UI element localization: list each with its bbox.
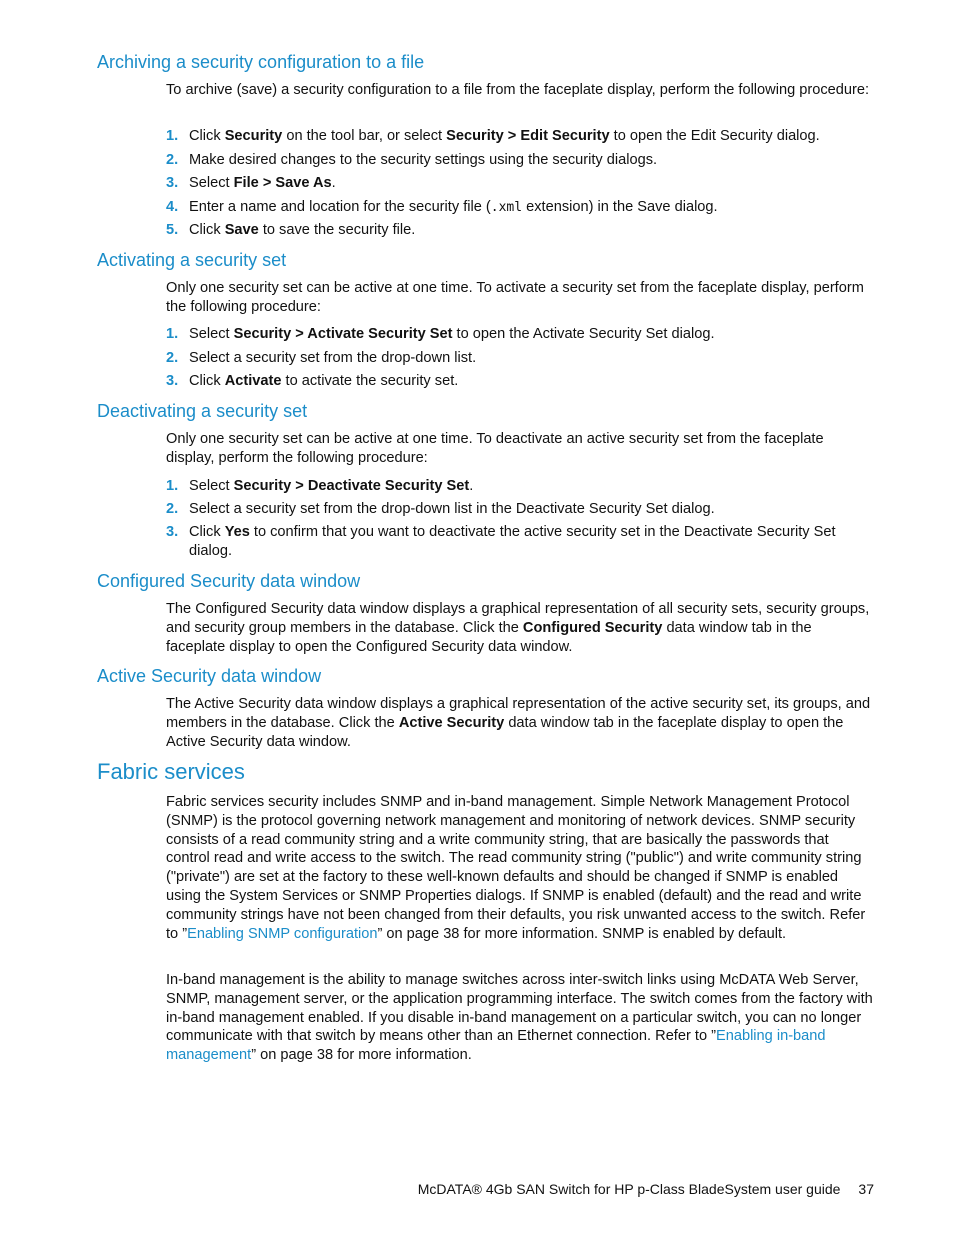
step-text: to confirm that you want to deactivate the active security set in the Deactivate Security Set dialog.: [189, 524, 836, 559]
step-text: Make desired changes to the security settings using the security dialogs.: [189, 152, 658, 168]
step-text: Click: [189, 222, 225, 238]
page-footer: [418, 1180, 874, 1198]
file-extension: .xml: [490, 200, 523, 215]
step-text: to save the security file.: [258, 222, 416, 238]
menu-path: Save: [224, 222, 259, 238]
link-enabling-snmp[interactable]: Enabling SNMP configuration: [187, 925, 378, 942]
step-text: Select a security set from the drop-down list in the Deactivate Security Set dialog.: [189, 501, 715, 517]
heading-activating: Activating a security set: [97, 250, 287, 270]
step-text: Click: [189, 373, 225, 389]
step-text: .: [469, 478, 474, 494]
heading-fabric-services: Fabric services: [97, 759, 245, 784]
heading-active-security: Active Security data window: [97, 666, 322, 686]
step-text: Select: [189, 478, 234, 494]
activating-intro: Only one security set can be active at one time. To activate a security set from the faceplate display, perform the following procedure:: [166, 280, 864, 315]
step-text: Select: [189, 326, 234, 342]
step-text: Enter a name and location for the security file (: [189, 199, 491, 215]
active-security-paragraph: [166, 695, 874, 751]
paragraph-text: The Configured Security data window displays a graphical representation of all security sets, security groups, and security group members in the database. Click the: [166, 601, 870, 636]
tab-name: Configured Security: [522, 619, 663, 636]
step-number: 2.: [166, 152, 179, 168]
paragraph-text: In-band management is the ability to manage switches across inter-switch links using McDATA Web Server, SNMP, management server, or the application programming interface. The switch comes from the factory with in-band management enabled. If you disable in-band management on a particular switch, you can no longer communicate with that switch by means other than an Ethernet connection. Refer to ”: [166, 972, 873, 1045]
menu-path: Security: [224, 128, 283, 144]
step-number: 3.: [166, 373, 179, 389]
link-enabling-in-band[interactable]: Enabling in-band management: [166, 1028, 826, 1064]
step-number: 1.: [166, 478, 179, 494]
heading-archiving: Archiving a security configuration to a file: [97, 52, 425, 72]
paragraph-text: The Active Security data window displays a graphical representation of the active security set, its groups, and members in the database. Click the: [166, 696, 871, 731]
menu-path: Yes: [224, 524, 250, 540]
footer-title: McDATA® 4Gb SAN Switch for HP p-Class BladeSystem user guide: [417, 1181, 841, 1197]
step-number: 1.: [166, 128, 179, 144]
fabric-services-paragraph-1: [166, 793, 874, 943]
configured-security-paragraph: [166, 600, 874, 656]
step-text: to open the Edit Security dialog.: [609, 128, 820, 144]
step-number: 3.: [166, 524, 179, 540]
deactivating-intro: Only one security set can be active at one time. To deactivate an active security set from the faceplate display, perform the following procedure:: [166, 431, 824, 466]
page-number: 37: [858, 1181, 874, 1197]
tab-name: Active Security: [398, 714, 505, 731]
heading-deactivating: Deactivating a security set: [97, 401, 308, 421]
step-text: to activate the security set.: [281, 373, 459, 389]
step-text: extension) in the Save dialog.: [522, 199, 718, 215]
step-number: 4.: [166, 199, 179, 215]
menu-path: Security > Deactivate Security Set: [233, 478, 470, 494]
menu-path: Security > Activate Security Set: [233, 326, 453, 342]
step-text: on the tool bar, or select: [282, 128, 447, 144]
menu-path: Security > Edit Security: [446, 128, 610, 144]
step-number: 5.: [166, 222, 179, 238]
step-text: .: [331, 175, 336, 191]
menu-path: Activate: [224, 373, 282, 389]
paragraph-text: ” on page 38 for more information. SNMP is enabled by default.: [377, 925, 787, 942]
paragraph-text: Fabric services security includes SNMP and in-band management. Simple Network Management Protocol (SNMP) is the protocol governing network management and monitoring of network devices. SNMP security consists of a read community string and a write community string, that are basically the passwords that control read and write access to the switch. The read community string ("public") and write community string ("private") are set at the factory to these well-known defaults and should be changed if SNMP is enabled using the System Services or SNMP Properties dialogs. If SNMP is enabled (default) and the read and write community strings have not been changed from their defaults, you risk unwanted access to the switch. Refer to ”: [166, 794, 866, 942]
step-text: Click: [189, 128, 225, 144]
paragraph-text: data window tab in the faceplate display to open the Configured Security data window.: [166, 619, 812, 655]
menu-path: File > Save As: [233, 175, 332, 191]
step-number: 2.: [166, 350, 179, 366]
heading-configured-security: Configured Security data window: [97, 571, 361, 591]
paragraph-text: ” on page 38 for more information.: [251, 1047, 472, 1064]
paragraph-text: data window tab in the faceplate display to open the Active Security data window.: [166, 714, 844, 750]
fabric-services-paragraph-2: [166, 971, 874, 1065]
step-text: Select: [189, 175, 234, 191]
step-number: 3.: [166, 175, 179, 191]
step-text: Click: [189, 524, 225, 540]
step-text: to open the Activate Security Set dialog.: [452, 326, 715, 342]
step-number: 1.: [166, 326, 179, 342]
archiving-intro: To archive (save) a security configuration to a file from the faceplate display, perform the following procedure:: [166, 82, 870, 98]
step-number: 2.: [166, 501, 179, 517]
step-text: Select a security set from the drop-down list.: [189, 350, 477, 366]
